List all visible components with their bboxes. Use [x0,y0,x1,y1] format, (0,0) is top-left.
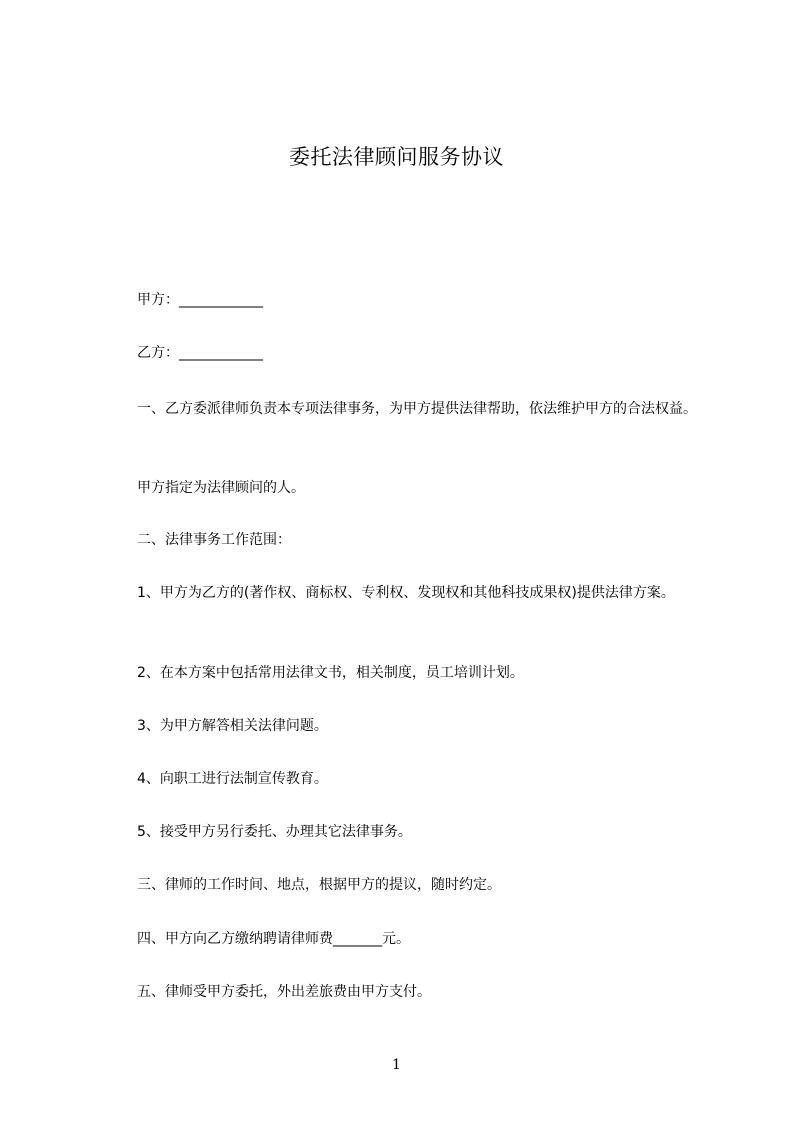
party-b-line: 乙方：____________ [137,345,263,361]
clause-1-note: 甲方指定为法律顾问的人。 [137,480,305,496]
scope-item-2: 2、在本方案中包括常用法律文书，相关制度，员工培训计划。 [137,665,524,681]
page-number: 1 [392,1057,401,1073]
clause-1: 一、乙方委派律师负责本专项法律事务，为甲方提供法律帮助，依法维护甲方的合法权益。 [137,401,697,417]
party-a-line: 甲方：____________ [137,292,263,308]
clause-5: 五、律师受甲方委托，外出差旅费由甲方支付。 [137,984,431,1000]
scope-item-3: 3、为甲方解答相关法律问题。 [137,718,328,734]
clause-3: 三、律师的工作时间、地点，根据甲方的提议，随时约定。 [137,877,501,893]
scope-item-4: 4、向职工进行法制宣传教育。 [137,771,328,787]
scope-item-5: 5、接受甲方另行委托、办理其它法律事务。 [137,824,412,840]
document-title: 委托法律顾问服务协议 [289,145,504,169]
scope-item-1: 1、甲方为乙方的(著作权、商标权、专利权、发现权和其他科技成果权)提供法律方案。 [137,585,675,601]
clause-2-heading: 二、法律事务工作范围： [137,532,291,548]
clause-4: 四、甲方向乙方缴纳聘请律师费_______元。 [137,931,410,947]
